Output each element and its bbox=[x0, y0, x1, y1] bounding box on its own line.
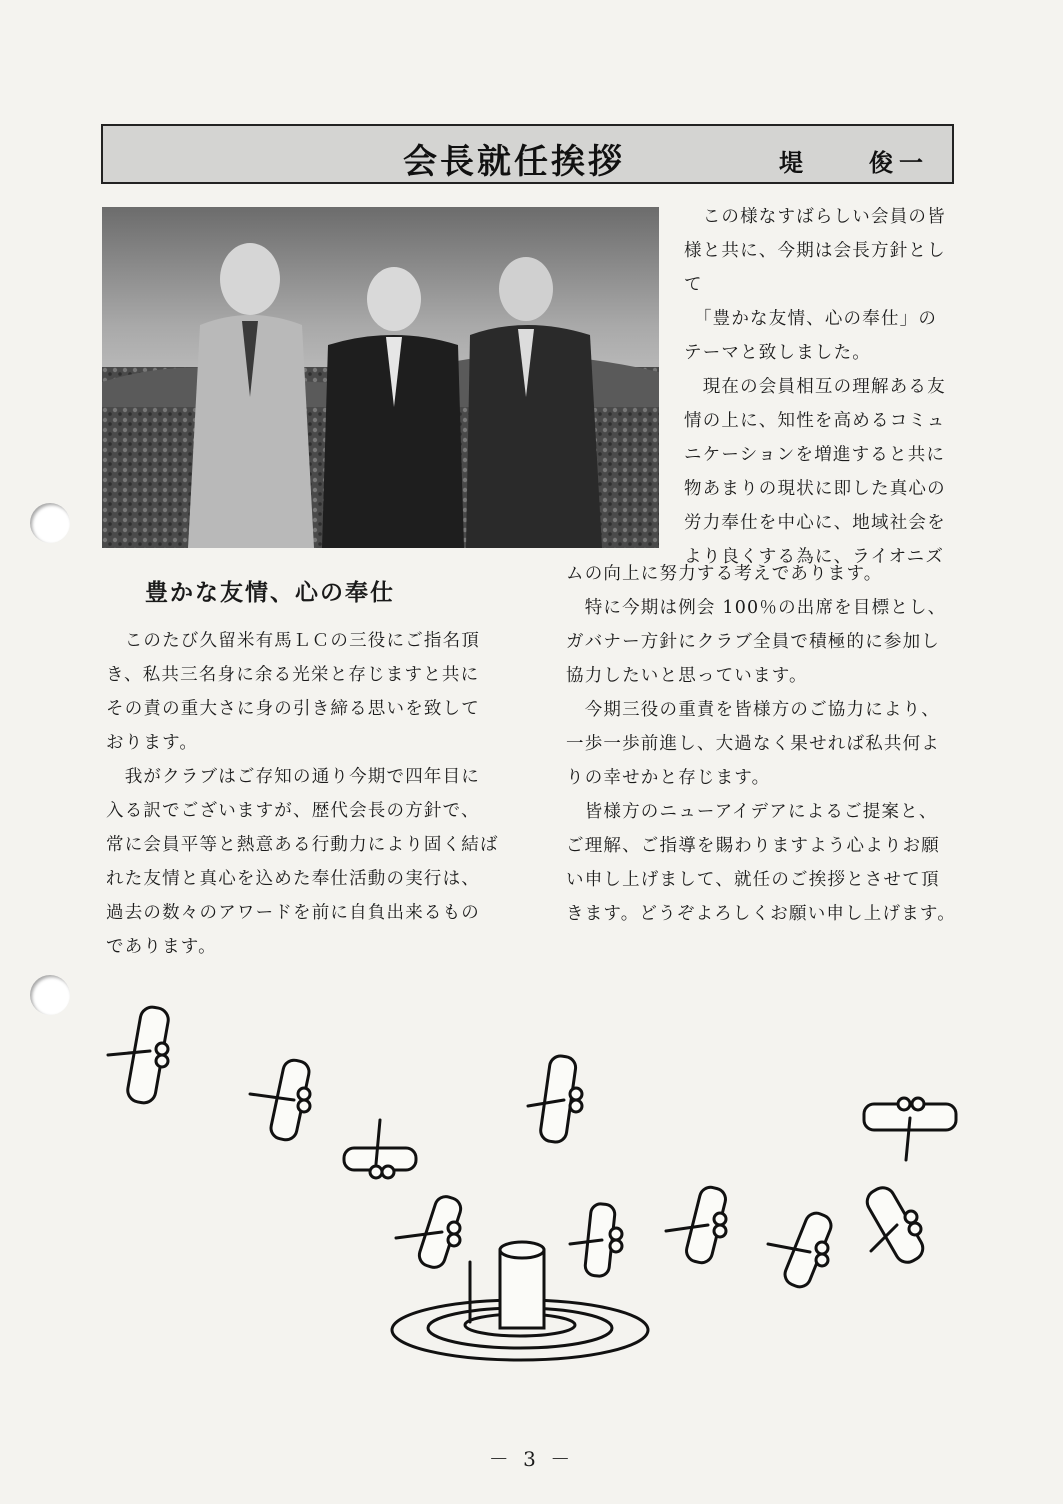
body-text-right-bottom: ムの向上に努力する考えであります。 特に今期は例会 100％の出席を目標とし、 ガバナー方針にクラブ全員で積極的に参加し 協力したいと思っています。 今期三役の重責を皆様方のご協力により、 一歩一歩前進し、大過なく果せれば私共何よ りの幸せかと存じます。 皆様方のニューアイデアによるご提案と、 ご理解、ご指導を賜わりますよう心よりお願 い申し上げまして、就任のご挨拶とさせて頂 きます。どうぞよろしくお願い申し上げます。 bbox=[566, 564, 956, 924]
author-name: 堤 俊一 bbox=[779, 149, 929, 177]
page-title: 会長就任挨拶 bbox=[403, 142, 625, 182]
section-heading: 豊かな友情、心の奉仕 bbox=[145, 580, 395, 606]
body-text-right-top: この様なすばらしい会員の皆 様と共に、今期は会長方針とし て 「豊かな友情、心の奉仕」の テーマと致しました。 現在の会員相互の理解ある友 情の上に、知性を高めるコミュ ニケーションを増進すると共に 物あまりの現状に即した真心の 労力奉仕を中心に、地域社会を より良くする為に、ライオニズ bbox=[684, 207, 946, 567]
body-text-left: このたび久留米有馬ＬＣの三役にご指名頂 き、私共三名身に余る光栄と存じますと共に その責の重大さに身の引き締る思いを致して おります。 我がクラブはご存知の通り今期で四年目に 入る訳でございますが、歴代会長の方針で、 常に会員平等と熱意ある行動力により固く結ば れた友情と真心を込めた奉仕活動の実行は、 過去の数々のアワードを前に自負出来るもの であります。 bbox=[106, 631, 499, 957]
page-number: － 3 － bbox=[488, 1447, 575, 1471]
